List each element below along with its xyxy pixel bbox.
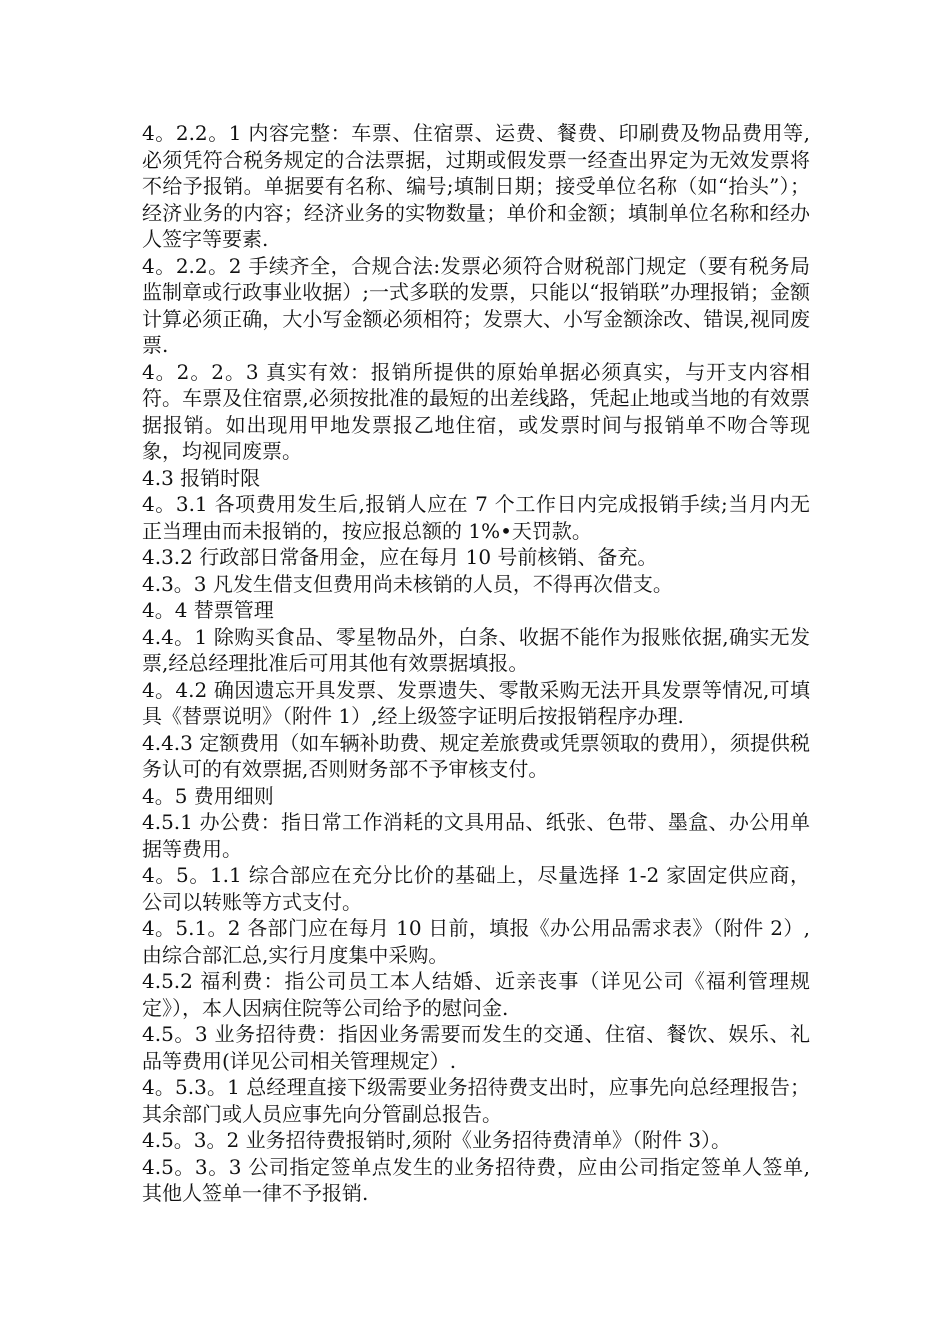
section-heading-4-3: 4.3 报销时限 [142, 465, 261, 490]
paragraph-4-4-3: 4.4.3 定额费用（如车辆补助费、规定差旅费或凭票领取的费用），须提供税务认可的有效票据,否则财务部不予审核支付。 [142, 730, 810, 781]
paragraph-4-5-1: 4.5.1 办公费：指日常工作消耗的文具用品、纸张、色带、墨盒、办公用单据等费用。 [142, 810, 810, 861]
document-body [142, 120, 810, 1207]
paragraph-4-4-1: 4.4。1 除购买食品、零星物品外，白条、收据不能作为报账依据,确实无发票,经总经理批准后可用其他有效票据填报。 [142, 624, 810, 675]
section-heading-4-5: 4。5 费用细则 [142, 783, 274, 808]
paragraph-4-2-2-1: 4。2.2。1 内容完整：车票、住宿票、运费、餐费、印刷费及物品费用等,必须凭符合税务规定的合法票据，过期或假发票一经查出界定为无效发票将不给予报销。单据要有名称、编号;填制日期；接受单位名称（如“抬头”）；经济业务的内容；经济业务的实物数量；单价和金额；填制单位名称和经办人签字等要素. [142, 121, 810, 251]
paragraph-4-5-3: 4.5。3 业务招待费：指因业务需要而发生的交通、住宿、餐饮、娱乐、礼品等费用(详见公司相关管理规定）. [142, 1022, 810, 1073]
paragraph-4-5-3-3: 4.5。3。3 公司指定签单点发生的业务招待费，应由公司指定签单人签单,其他人签单一律不予报销. [142, 1154, 810, 1205]
paragraph-4-4-2: 4。4.2 确因遗忘开具发票、发票遗失、零散采购无法开具发票等情况,可填具《替票说明》（附件 1）,经上级签字证明后按报销程序办理. [142, 677, 810, 728]
paragraph-4-2-2-2: 4。2.2。2 手续齐全，合规合法:发票必须符合财税部门规定（要有税务局监制章或行政事业收据）;一式多联的发票，只能以“报销联”办理报销；金额计算必须正确，大小写金额必须相符；发票大、小写金额涂改、错误,视同废票. [142, 253, 810, 357]
section-heading-4-4: 4。4 替票管理 [142, 598, 274, 622]
paragraph-4-5-2: 4.5.2 福利费：指公司员工本人结婚、近亲丧事（详见公司《福利管理规定》），本人因病住院等公司给予的慰问金. [142, 969, 810, 1020]
paragraph-4-5-1-2: 4。5.1。2 各部门应在每月 10 日前，填报《办公用品需求表》（附件 2）,由综合部汇总,实行月度集中采购。 [142, 916, 810, 967]
paragraph-4-3-3: 4.3。3 凡发生借支但费用尚未核销的人员，不得再次借支。 [142, 571, 673, 596]
paragraph-4-5-3-2: 4.5。3。2 业务招待费报销时,须附《业务招待费清单》（附件 3）。 [142, 1128, 732, 1152]
paragraph-4-2-2-3: 4。2。2。3 真实有效：报销所提供的原始单据必须真实，与开支内容相符。车票及住宿票,必须按批准的最短的出差线路，凭起止地或当地的有效票据报销。如出现用甲地发票报乙地住宿，或发票时间与报销单不吻合等现象，均视同废票。 [142, 359, 810, 463]
paragraph-4-5-3-1: 4。5.3。1 总经理直接下级需要业务招待费支出时，应事先向总经理报告；其余部门或人员应事先向分管副总报告。 [142, 1075, 810, 1126]
paragraph-4-5-1-1: 4。5。1.1 综合部应在充分比价的基础上，尽量选择 1-2 家固定供应商，公司以转账等方式支付。 [142, 863, 810, 914]
paragraph-4-3-2: 4.3.2 行政部日常备用金，应在每月 10 号前核销、备充。 [142, 545, 658, 569]
paragraph-4-3-1: 4。3.1 各项费用发生后,报销人应在 7 个工作日内完成报销手续;当月内无正当理由而未报销的，按应报总额的 1%•天罚款。 [142, 492, 810, 543]
